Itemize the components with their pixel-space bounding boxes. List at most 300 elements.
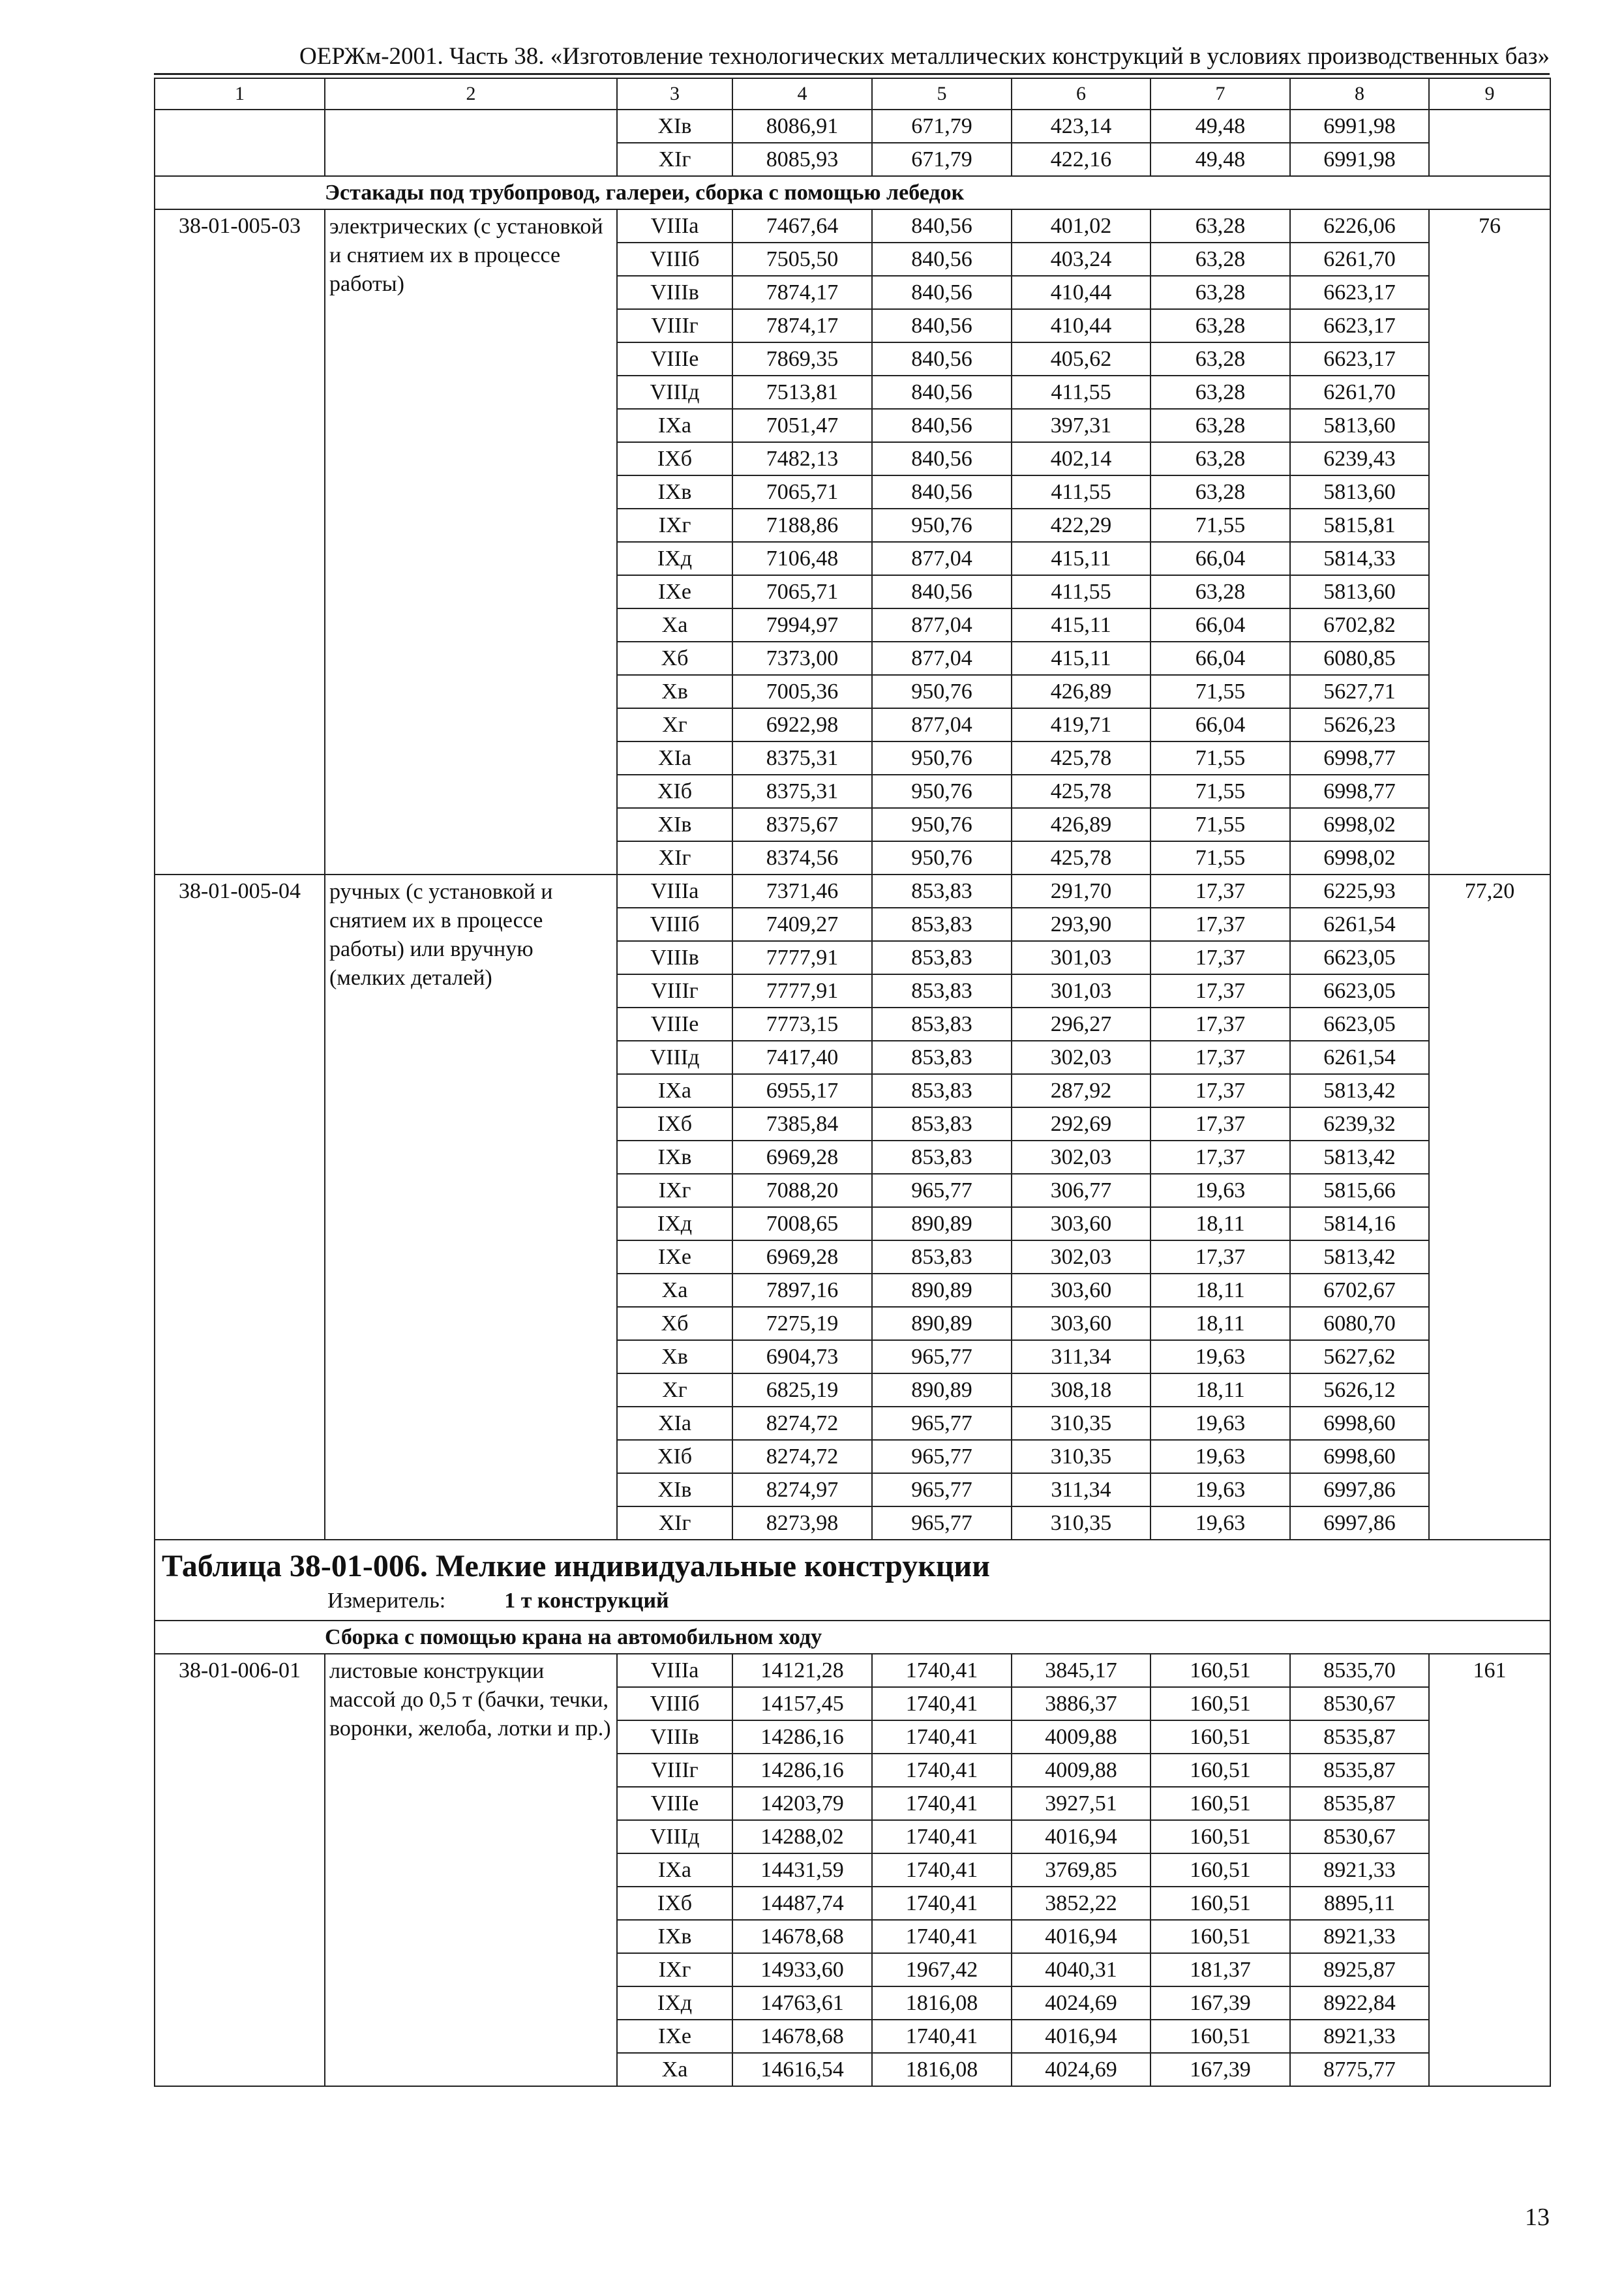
table-cell: 405,62 [1012, 342, 1150, 376]
table-cell: 853,83 [872, 1240, 1012, 1274]
table-cell: 4009,88 [1012, 1720, 1150, 1754]
table-cell: 426,89 [1012, 675, 1150, 708]
table-cell: 160,51 [1150, 1687, 1290, 1720]
mass-value: 76 [1429, 209, 1550, 875]
table-cell: 303,60 [1012, 1207, 1150, 1240]
table-cell: 17,37 [1150, 1041, 1290, 1074]
table-cell: 7513,81 [732, 376, 872, 409]
table-cell: 8085,93 [732, 143, 872, 176]
table-cell: 6702,67 [1290, 1274, 1429, 1307]
table-cell: 8921,33 [1290, 1853, 1429, 1887]
table-cell: 8274,97 [732, 1473, 872, 1506]
table-cell: VIIIг [617, 1754, 732, 1787]
table-cell: 8921,33 [1290, 1920, 1429, 1953]
table-cell: 422,29 [1012, 509, 1150, 542]
table-cell: 4009,88 [1012, 1754, 1150, 1787]
table-cell: 8375,31 [732, 775, 872, 808]
table-cell: 6998,77 [1290, 741, 1429, 775]
table-cell: VIIIд [617, 1041, 732, 1074]
table-cell: 415,11 [1012, 642, 1150, 675]
table-cell: Xб [617, 642, 732, 675]
table-cell: 7505,50 [732, 243, 872, 276]
table-cell: 63,28 [1150, 376, 1290, 409]
table-cell: 308,18 [1012, 1373, 1150, 1407]
table-cell: 840,56 [872, 475, 1012, 509]
table-cell: 4040,31 [1012, 1953, 1150, 1986]
table-cell: 3886,37 [1012, 1687, 1150, 1720]
table-cell: 840,56 [872, 376, 1012, 409]
table-cell: VIIIб [617, 1687, 732, 1720]
column-number: 5 [872, 78, 1012, 110]
table-cell: 6623,17 [1290, 342, 1429, 376]
table-cell: 7994,97 [732, 608, 872, 642]
table-cell: 5813,42 [1290, 1074, 1429, 1107]
column-number: 7 [1150, 78, 1290, 110]
table-cell: 19,63 [1150, 1340, 1290, 1373]
table-cell: 5626,23 [1290, 708, 1429, 741]
table-cell: 6922,98 [732, 708, 872, 741]
table-cell: 8273,98 [732, 1506, 872, 1540]
table-cell: 291,70 [1012, 875, 1150, 908]
table-cell: 7897,16 [732, 1274, 872, 1307]
table-cell: 303,60 [1012, 1307, 1150, 1340]
table-cell: VIIIе [617, 1008, 732, 1041]
table-cell: IXа [617, 1074, 732, 1107]
page-header: ОЕРЖм-2001. Часть 38. «Изготовление технологических металлических конструкций в условиях производственных баз» [154, 40, 1550, 75]
table-cell: 840,56 [872, 575, 1012, 608]
table-cell: 853,83 [872, 875, 1012, 908]
table-cell: 411,55 [1012, 376, 1150, 409]
table-cell: 71,55 [1150, 509, 1290, 542]
column-number: 4 [732, 78, 872, 110]
table-cell: IXг [617, 509, 732, 542]
table-cell: VIIIб [617, 243, 732, 276]
table-cell: 14933,60 [732, 1953, 872, 1986]
table-row [155, 1654, 1550, 1687]
table-cell: 310,35 [1012, 1440, 1150, 1473]
table-cell: VIIIа [617, 875, 732, 908]
table-cell: Xв [617, 675, 732, 708]
table-cell: IXд [617, 1986, 732, 2020]
table-cell: 877,04 [872, 708, 1012, 741]
table-cell: 877,04 [872, 642, 1012, 675]
section-title: Эстакады под трубопровод, галереи, сборка с помощью лебедок [155, 176, 1550, 209]
table-cell: 1816,08 [872, 1986, 1012, 2020]
table-cell: 63,28 [1150, 342, 1290, 376]
table-cell: 17,37 [1150, 908, 1290, 941]
table-cell: 877,04 [872, 608, 1012, 642]
table-cell: Xа [617, 608, 732, 642]
table-cell: 7874,17 [732, 309, 872, 342]
table-cell: 7385,84 [732, 1107, 872, 1141]
table-cell: IXг [617, 1174, 732, 1207]
table-cell: 63,28 [1150, 309, 1290, 342]
table-cell: 840,56 [872, 243, 1012, 276]
table-cell: IXе [617, 1240, 732, 1274]
table-cell: 6623,05 [1290, 941, 1429, 974]
mass-value: 161 [1429, 1654, 1550, 2086]
table-cell: 419,71 [1012, 708, 1150, 741]
section-title: Сборка с помощью крана на автомобильном ходу [155, 1621, 1550, 1654]
table-cell: 965,77 [872, 1340, 1012, 1373]
table-cell: 14203,79 [732, 1787, 872, 1820]
table-cell: Xа [617, 2053, 732, 2086]
table-cell: 840,56 [872, 342, 1012, 376]
table-cell: 397,31 [1012, 409, 1150, 442]
section-row [155, 176, 1550, 209]
table-cell: 965,77 [872, 1440, 1012, 1473]
table-cell: 890,89 [872, 1373, 1012, 1407]
table-cell: 71,55 [1150, 675, 1290, 708]
table-cell: 7188,86 [732, 509, 872, 542]
table-cell: 5813,60 [1290, 475, 1429, 509]
table-cell: 14286,16 [732, 1720, 872, 1754]
table-cell: 426,89 [1012, 808, 1150, 841]
table-cell: 840,56 [872, 409, 1012, 442]
table-cell: 403,24 [1012, 243, 1150, 276]
table-cell: 6239,43 [1290, 442, 1429, 475]
table-cell: 14678,68 [732, 2020, 872, 2053]
table-row [155, 875, 1550, 908]
table-cell: 19,63 [1150, 1473, 1290, 1506]
table-cell: 1740,41 [872, 1820, 1012, 1853]
table-cell: 1967,42 [872, 1953, 1012, 1986]
table-cell: XIб [617, 775, 732, 808]
column-number: 1 [155, 78, 325, 110]
table-cell: 49,48 [1150, 110, 1290, 143]
table-cell: 66,04 [1150, 708, 1290, 741]
table-cell: 63,28 [1150, 409, 1290, 442]
table-cell: 8925,87 [1290, 1953, 1429, 1986]
table-cell: 853,83 [872, 941, 1012, 974]
table-cell: 63,28 [1150, 209, 1290, 243]
table-cell: 1740,41 [872, 1754, 1012, 1787]
table-cell: 853,83 [872, 908, 1012, 941]
table-cell: 410,44 [1012, 276, 1150, 309]
table-cell: 17,37 [1150, 875, 1290, 908]
table-cell: 422,16 [1012, 143, 1150, 176]
table-cell: VIIIе [617, 342, 732, 376]
table-cell: VIIIг [617, 309, 732, 342]
column-number: 2 [325, 78, 617, 110]
table-cell: 14121,28 [732, 1654, 872, 1687]
table-cell: 950,76 [872, 509, 1012, 542]
table-cell: 6955,17 [732, 1074, 872, 1107]
table-cell: 840,56 [872, 309, 1012, 342]
table-cell: XIа [617, 1407, 732, 1440]
table-cell: 7777,91 [732, 941, 872, 974]
table-cell: 7065,71 [732, 575, 872, 608]
table-cell: IXг [617, 1953, 732, 1986]
rate-code [155, 110, 325, 176]
table-cell: 4024,69 [1012, 2053, 1150, 2086]
table-cell: 423,14 [1012, 110, 1150, 143]
table-cell: 415,11 [1012, 608, 1150, 642]
column-number-row [155, 78, 1550, 110]
table-cell: 7773,15 [732, 1008, 872, 1041]
table-cell: 17,37 [1150, 974, 1290, 1008]
table-cell: 6702,82 [1290, 608, 1429, 642]
table-cell: 5813,42 [1290, 1240, 1429, 1274]
table-cell: 6997,86 [1290, 1473, 1429, 1506]
column-number: 9 [1429, 78, 1550, 110]
table-cell: Xб [617, 1307, 732, 1340]
table-cell: 6969,28 [732, 1141, 872, 1174]
table-cell: 17,37 [1150, 1141, 1290, 1174]
table-cell: 4016,94 [1012, 2020, 1150, 2053]
table-cell: 877,04 [872, 542, 1012, 575]
table-cell: 301,03 [1012, 941, 1150, 974]
table-cell: VIIIд [617, 376, 732, 409]
rate-code: 38-01-005-04 [155, 875, 325, 1540]
table-cell: 6080,70 [1290, 1307, 1429, 1340]
table-cell: 71,55 [1150, 775, 1290, 808]
table-cell: IXе [617, 575, 732, 608]
table-cell: 950,76 [872, 808, 1012, 841]
table-cell: VIIIд [617, 1820, 732, 1853]
table-cell: 671,79 [872, 110, 1012, 143]
table-cell: IXа [617, 1853, 732, 1887]
table-cell: 853,83 [872, 1141, 1012, 1174]
rates-table [154, 78, 1551, 2087]
table-cell: 7371,46 [732, 875, 872, 908]
table-cell: 6623,17 [1290, 276, 1429, 309]
table-cell: 14286,16 [732, 1754, 872, 1787]
table-cell: 293,90 [1012, 908, 1150, 941]
table-cell: 6080,85 [1290, 642, 1429, 675]
table-cell: XIв [617, 1473, 732, 1506]
table-cell: 14288,02 [732, 1820, 872, 1853]
table-cell: 311,34 [1012, 1340, 1150, 1373]
table-cell: 302,03 [1012, 1041, 1150, 1074]
table-cell: 6998,60 [1290, 1407, 1429, 1440]
table-cell: XIв [617, 110, 732, 143]
table-cell: IXд [617, 1207, 732, 1240]
table-cell: 3845,17 [1012, 1654, 1150, 1687]
table-cell: 8921,33 [1290, 2020, 1429, 2053]
table-cell: 66,04 [1150, 542, 1290, 575]
page-number: 13 [1525, 2204, 1550, 2231]
table-cell: 402,14 [1012, 442, 1150, 475]
table-cell: 160,51 [1150, 1720, 1290, 1754]
table-cell: 1740,41 [872, 1853, 1012, 1887]
table-cell: 160,51 [1150, 1754, 1290, 1787]
table-cell: 8775,77 [1290, 2053, 1429, 2086]
table-cell: 301,03 [1012, 974, 1150, 1008]
table-cell: 840,56 [872, 209, 1012, 243]
table-cell: 8535,87 [1290, 1787, 1429, 1820]
table-cell: 5815,66 [1290, 1174, 1429, 1207]
table-cell: 18,11 [1150, 1373, 1290, 1407]
table-cell: 71,55 [1150, 741, 1290, 775]
table-cell: 71,55 [1150, 808, 1290, 841]
table-cell: 303,60 [1012, 1274, 1150, 1307]
table-cell: 7482,13 [732, 442, 872, 475]
table-cell: 17,37 [1150, 1240, 1290, 1274]
table-cell: 7373,00 [732, 642, 872, 675]
table-cell: 7275,19 [732, 1307, 872, 1340]
table-cell: 410,44 [1012, 309, 1150, 342]
table-cell: XIв [617, 808, 732, 841]
table-cell: 1740,41 [872, 1920, 1012, 1953]
table-cell: 63,28 [1150, 442, 1290, 475]
table-cell: 425,78 [1012, 775, 1150, 808]
table-cell: 5815,81 [1290, 509, 1429, 542]
table-cell: 7106,48 [732, 542, 872, 575]
table-cell: 18,11 [1150, 1307, 1290, 1340]
table-cell: 965,77 [872, 1506, 1012, 1540]
table-cell: 66,04 [1150, 642, 1290, 675]
table-cell: 8895,11 [1290, 1887, 1429, 1920]
table-cell: 6997,86 [1290, 1506, 1429, 1540]
column-number: 3 [617, 78, 732, 110]
table-cell: 853,83 [872, 1074, 1012, 1107]
table-cell: 6623,17 [1290, 309, 1429, 342]
table-cell: 3769,85 [1012, 1853, 1150, 1887]
table-cell: 311,34 [1012, 1473, 1150, 1506]
table-cell: IXа [617, 409, 732, 442]
table-cell: 4016,94 [1012, 1920, 1150, 1953]
table-cell: 5627,71 [1290, 675, 1429, 708]
table-cell: IXб [617, 1107, 732, 1141]
table-cell: 8274,72 [732, 1407, 872, 1440]
measure-line [162, 1586, 1543, 1616]
table-title-row [155, 1540, 1550, 1621]
table-cell: 19,63 [1150, 1174, 1290, 1207]
table-cell: 950,76 [872, 675, 1012, 708]
table-cell: 1740,41 [872, 1720, 1012, 1754]
table-cell: 7051,47 [732, 409, 872, 442]
table-cell: XIа [617, 741, 732, 775]
table-cell: 63,28 [1150, 276, 1290, 309]
table-cell: 6261,54 [1290, 908, 1429, 941]
table-cell: 853,83 [872, 974, 1012, 1008]
table-cell: 8086,91 [732, 110, 872, 143]
measure-value: 1 т конструкций [504, 1589, 669, 1613]
table-cell: 17,37 [1150, 1074, 1290, 1107]
table-cell: 17,37 [1150, 941, 1290, 974]
work-description [325, 110, 617, 176]
table-cell: IXб [617, 1887, 732, 1920]
table-cell: 181,37 [1150, 1953, 1290, 1986]
table-cell: 7409,27 [732, 908, 872, 941]
table-cell: 6239,32 [1290, 1107, 1429, 1141]
table-title-cell [155, 1540, 1550, 1621]
table-cell: 1740,41 [872, 1887, 1012, 1920]
table-cell: 411,55 [1012, 575, 1150, 608]
table-cell: 7417,40 [732, 1041, 872, 1074]
column-number: 8 [1290, 78, 1429, 110]
table-cell: 17,37 [1150, 1008, 1290, 1041]
table-cell: 3927,51 [1012, 1787, 1150, 1820]
table-cell: 14157,45 [732, 1687, 872, 1720]
table-cell: 160,51 [1150, 1820, 1290, 1853]
table-cell: 18,11 [1150, 1207, 1290, 1240]
table-cell: 14431,59 [732, 1853, 872, 1887]
table-cell: 66,04 [1150, 608, 1290, 642]
rate-code: 38-01-005-03 [155, 209, 325, 875]
table-cell: 14678,68 [732, 1920, 872, 1953]
table-cell: 7869,35 [732, 342, 872, 376]
table-cell: 853,83 [872, 1041, 1012, 1074]
table-cell: 965,77 [872, 1174, 1012, 1207]
table-cell: 6261,54 [1290, 1041, 1429, 1074]
table-cell: 5627,62 [1290, 1340, 1429, 1373]
table-cell: 160,51 [1150, 2020, 1290, 2053]
table-cell: 8375,67 [732, 808, 872, 841]
table-cell: 310,35 [1012, 1407, 1150, 1440]
table-cell: 840,56 [872, 276, 1012, 309]
measure-label: Измеритель: [327, 1589, 446, 1613]
table-cell: 415,11 [1012, 542, 1150, 575]
table-cell: VIIIв [617, 1720, 732, 1754]
table-cell: 950,76 [872, 775, 1012, 808]
work-description: электрических (с установкой и снятием их в процессе работы) [325, 209, 617, 875]
table-cell: 1740,41 [872, 1687, 1012, 1720]
table-cell: 71,55 [1150, 841, 1290, 875]
table-cell: 6904,73 [732, 1340, 872, 1373]
table-cell: 5814,16 [1290, 1207, 1429, 1240]
table-cell: 950,76 [872, 841, 1012, 875]
table-cell: IXб [617, 442, 732, 475]
table-cell: 7088,20 [732, 1174, 872, 1207]
table-cell: 19,63 [1150, 1407, 1290, 1440]
table-cell: IXд [617, 542, 732, 575]
table-cell: 6623,05 [1290, 1008, 1429, 1041]
table-cell: 4024,69 [1012, 1986, 1150, 2020]
table-cell: 8530,67 [1290, 1687, 1429, 1720]
table-cell: 8274,72 [732, 1440, 872, 1473]
table-cell: XIб [617, 1440, 732, 1473]
table-title: Таблица 38-01-006. Мелкие индивидуальные конструкции [162, 1549, 990, 1583]
table-cell: 302,03 [1012, 1141, 1150, 1174]
table-cell: 6261,70 [1290, 243, 1429, 276]
table-cell: 1740,41 [872, 1654, 1012, 1687]
table-cell: 19,63 [1150, 1506, 1290, 1540]
table-cell: 160,51 [1150, 1887, 1290, 1920]
table-cell: 5626,12 [1290, 1373, 1429, 1407]
table-cell: 7874,17 [732, 276, 872, 309]
table-cell: 287,92 [1012, 1074, 1150, 1107]
table-cell: Xв [617, 1340, 732, 1373]
table-cell: 4016,94 [1012, 1820, 1150, 1853]
table-cell: 14487,74 [732, 1887, 872, 1920]
table-cell: 5813,60 [1290, 409, 1429, 442]
table-cell: 160,51 [1150, 1853, 1290, 1887]
table-cell: 306,77 [1012, 1174, 1150, 1207]
table-cell: 840,56 [872, 442, 1012, 475]
table-cell: 853,83 [872, 1107, 1012, 1141]
table-cell: Xа [617, 1274, 732, 1307]
table-cell: 1816,08 [872, 2053, 1012, 2086]
table-row [155, 209, 1550, 243]
work-description: листовые конструкции массой до 0,5 т (бачки, течки, воронки, желоба, лотки и пр.) [325, 1654, 617, 2086]
table-cell: IXе [617, 2020, 732, 2053]
table-cell: 890,89 [872, 1274, 1012, 1307]
table-cell: IXв [617, 475, 732, 509]
table-cell: 7065,71 [732, 475, 872, 509]
table-cell: IXв [617, 1920, 732, 1953]
rate-code: 38-01-006-01 [155, 1654, 325, 2086]
table-cell: 6225,93 [1290, 875, 1429, 908]
table-cell: 167,39 [1150, 2053, 1290, 2086]
table-cell: 8535,70 [1290, 1654, 1429, 1687]
table-cell: 401,02 [1012, 209, 1150, 243]
table-cell: 890,89 [872, 1307, 1012, 1340]
table-cell: 14763,61 [732, 1986, 872, 2020]
table-cell: 7008,65 [732, 1207, 872, 1240]
table-cell: VIIIе [617, 1787, 732, 1820]
